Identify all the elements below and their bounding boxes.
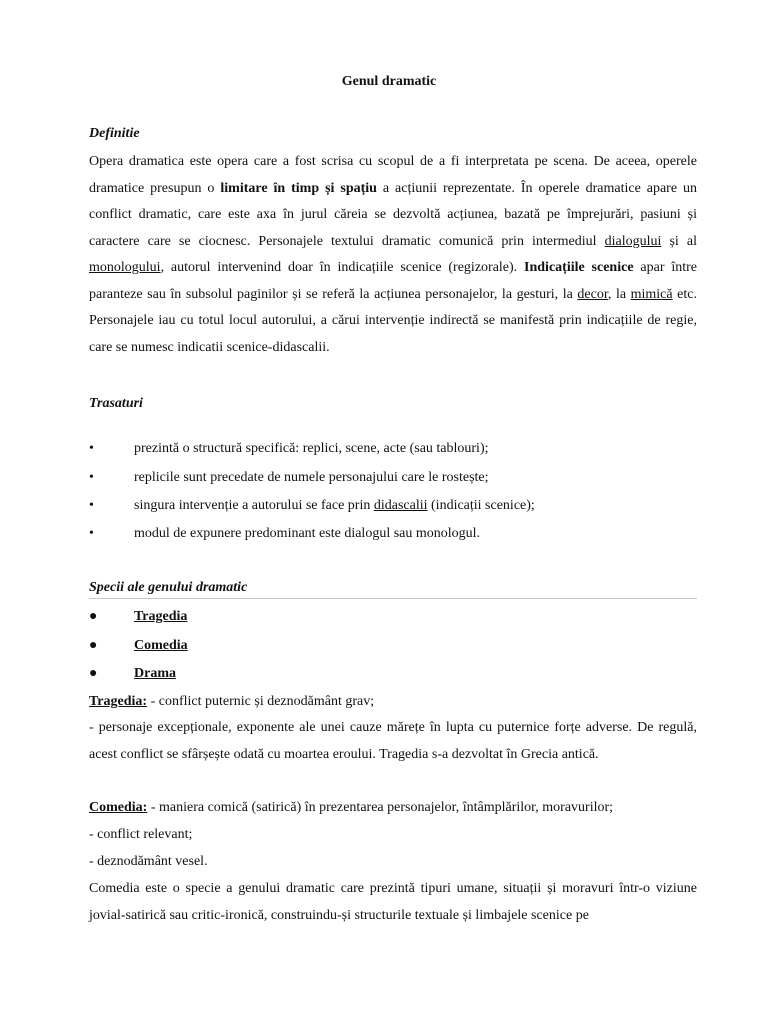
definitie-text-7: etc. Personajele iau cu totul locul autorului, a cărui intervenție indirectă se manifestă prin indicațiile de regie, care se numesc indicatii scenice-didascalii. <box>89 286 697 355</box>
link-dialogului[interactable]: dialogului <box>604 233 662 249</box>
bullet-icon: ● <box>89 666 98 681</box>
link-monologului[interactable]: monologului <box>89 260 161 275</box>
comedia-line-2: - conflict relevant; <box>89 827 193 842</box>
tragedia-paragraph: - personaje excepționale, exponente ale unei cauze mărețe în lupta cu puternice forțe adverse. De regulă, acest conflict se sfârșește odată cu moartea eroului. Tragedia s-a dezvoltat în Grecia antică. <box>89 720 697 762</box>
trasaturi-item-text <box>134 498 535 514</box>
link-decor[interactable]: decor <box>577 286 608 302</box>
definitie-text-1: Opera dramatica este opera care a fost scrisa cu scopul de a fi interpretata pe scena. De aceea, operele dramatice presupun o <box>89 154 697 196</box>
trasaturi-item-text: prezintă o structură specifică: replici, scene, acte (sau tablouri); <box>134 441 489 456</box>
bullet-icon: • <box>89 441 94 456</box>
comedia-line-3: - deznodământ vesel. <box>89 854 208 869</box>
definitie-text-4: , autorul intervenind doar în indicațiile scenice (regizorale). <box>160 260 525 275</box>
trasaturi-item-text-b: (indicații scenice); <box>427 498 535 513</box>
comedia-line-text: - maniera comică (satirică) în prezentarea personajelor, întâmplărilor, moravurilor; <box>147 800 614 815</box>
definitie-text-6: , la <box>607 286 631 302</box>
trasaturi-item-text-a: singura intervenție a autorului se face prin <box>134 498 374 513</box>
specii-item-comedia[interactable]: Comedia <box>134 638 188 653</box>
specii-item-drama[interactable]: Drama <box>134 666 176 681</box>
link-didascalii[interactable]: didascalii <box>373 498 428 513</box>
definitie-text-2: a acțiunii reprezentate. În operele dramatice apare un conflict dramatic, care este axa în jurul căreia se dezvoltă acțiunea, bazată pe împrejurări, pasiuni și caractere care se ciocnesc. Personajele textului dramatic comunică prin intermediul <box>89 180 697 249</box>
definitie-text-3: și al <box>661 233 697 249</box>
bullet-icon: ● <box>89 638 98 653</box>
tragedia-line <box>89 689 697 716</box>
comedia-paragraph: Comedia este o specie a genului dramatic care prezintă tipuri umane, situații și moravuri într-o viziune jovial-satirică sau critic-ironică, construindu-și structurile textuale și limbajele scenice pe <box>89 881 697 923</box>
bullet-icon: • <box>89 526 94 541</box>
comedia-line <box>89 795 697 822</box>
trasaturi-heading: Trasaturi <box>89 396 143 411</box>
trasaturi-item-text: modul de expunere predominant este dialogul sau monologul. <box>134 526 481 541</box>
definitie-heading: Definitie <box>89 126 140 141</box>
section-divider <box>89 598 697 599</box>
bullet-icon: • <box>89 498 94 513</box>
bullet-icon: ● <box>89 609 98 624</box>
comedia-label: Comedia: <box>89 800 148 815</box>
specii-heading: Specii ale genului dramatic <box>89 580 248 595</box>
specii-item-tragedia[interactable]: Tragedia <box>134 609 188 624</box>
definitie-bold-1: limitare în timp și spațiu <box>220 180 377 196</box>
definitie-bold-2: Indicațiile scenice <box>524 260 634 275</box>
bullet-icon: • <box>89 470 94 485</box>
definitie-paragraph <box>89 149 697 361</box>
link-mimica[interactable]: mimică <box>630 286 673 302</box>
document-title: Genul dramatic <box>341 74 437 89</box>
tragedia-line-text: - conflict puternic și deznodământ grav; <box>147 694 375 709</box>
trasaturi-item-text: replicile sunt precedate de numele personajului care le rostește; <box>134 470 489 485</box>
tragedia-label: Tragedia: <box>89 694 148 709</box>
definitie-text-5: apar între paranteze sau în subsolul paginilor și se referă la acțiunea personajelor, la gesturi, la <box>89 260 697 302</box>
